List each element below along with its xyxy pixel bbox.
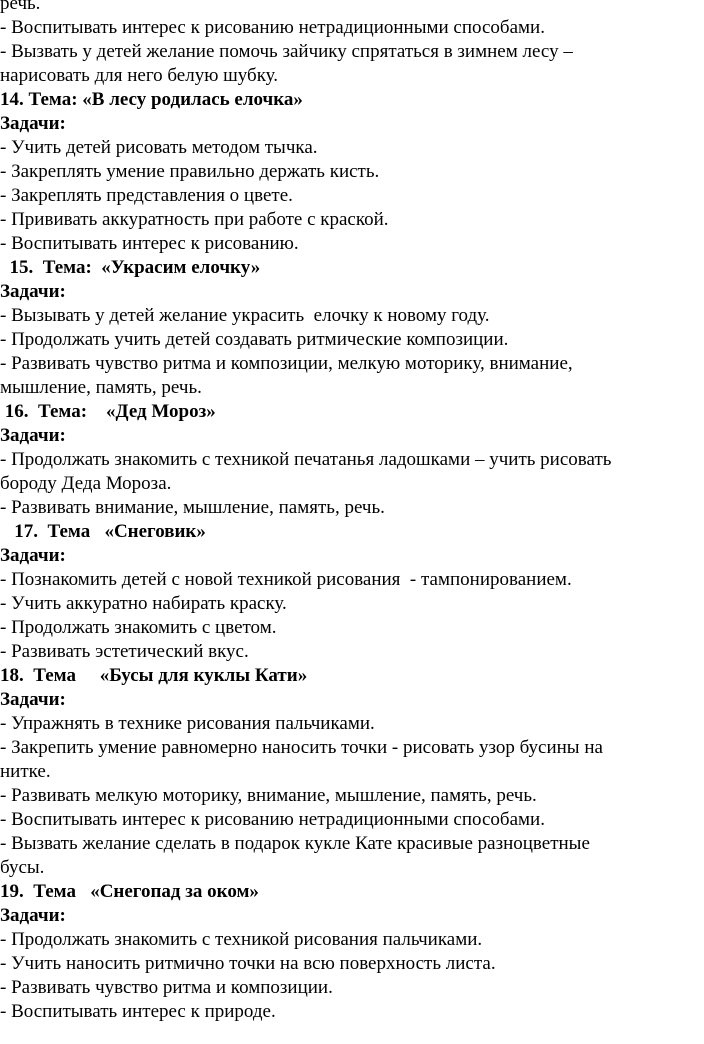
text-line: - Продолжать знакомить с техникой печатанья ладошками – учить рисовать [0, 449, 612, 470]
text-line: - Учить наносить ритмично точки на всю поверхность листа. [0, 953, 496, 974]
tasks-label: Задачи: [0, 545, 66, 566]
text-line: - Упражнять в технике рисования пальчиками. [0, 713, 375, 734]
text-line: - Вызывать у детей желание украсить елочку к новому году. [0, 305, 490, 326]
tasks-label: Задачи: [0, 689, 66, 710]
text-line: - Продолжать знакомить с техникой рисования пальчиками. [0, 929, 483, 950]
text-line: - Вызвать желание сделать в подарок кукле Кате красивые разноцветные [0, 833, 590, 854]
section-heading: 18. Тема «Бусы для куклы Кати» [0, 665, 308, 686]
text-line: - Развивать внимание, мышление, память, речь. [0, 497, 385, 518]
section-heading: 14. Тема: «В лесу родилась елочка» [0, 89, 303, 110]
text-line: нарисовать для него белую шубку. [0, 65, 279, 86]
text-line: - Развивать эстетический вкус. [0, 641, 249, 662]
text-line: - Закреплять умение правильно держать кисть. [0, 161, 380, 182]
section-heading: 15. Тема: «Украсим елочку» [0, 257, 261, 278]
text-line: - Развивать чувство ритма и композиции. [0, 977, 333, 998]
tasks-label: Задачи: [0, 905, 66, 926]
text-line: - Воспитывать интерес к рисованию нетрадиционными способами. [0, 809, 545, 830]
text-line: - Прививать аккуратность при работе с краской. [0, 209, 389, 230]
text-line: - Познакомить детей с новой техникой рисования - тампонированием. [0, 569, 572, 590]
text-line: нитке. [0, 761, 51, 782]
text-line: - Продолжать учить детей создавать ритмические композиции. [0, 329, 509, 350]
section-heading: 16. Тема: «Дед Мороз» [0, 401, 216, 422]
text-line: - Воспитывать интерес к рисованию. [0, 233, 299, 254]
tasks-label: Задачи: [0, 113, 66, 134]
text-line: речь. [0, 0, 41, 14]
text-line: - Закрепить умение равномерно наносить точки - рисовать узор бусины на [0, 737, 603, 758]
section-heading: 19. Тема «Снегопад за оком» [0, 881, 259, 902]
text-line: бусы. [0, 857, 45, 878]
text-line: - Воспитывать интерес к рисованию нетрадиционными способами. [0, 17, 545, 38]
text-line: бороду Деда Мороза. [0, 473, 172, 494]
section-heading: 17. Тема «Снеговик» [0, 521, 206, 542]
text-line: - Развивать чувство ритма и композиции, мелкую моторику, внимание, [0, 353, 573, 374]
text-line: - Закреплять представления о цвете. [0, 185, 293, 206]
text-line: - Развивать мелкую моторику, внимание, мышление, память, речь. [0, 785, 537, 806]
text-line: - Воспитывать интерес к природе. [0, 1001, 276, 1022]
tasks-label: Задачи: [0, 425, 66, 446]
text-line: - Продолжать знакомить с цветом. [0, 617, 277, 638]
tasks-label: Задачи: [0, 281, 66, 302]
text-line: - Вызвать у детей желание помочь зайчику спрятаться в зимнем лесу – [0, 41, 573, 62]
text-line: - Учить аккуратно набирать краску. [0, 593, 287, 614]
text-line: - Учить детей рисовать методом тычка. [0, 137, 318, 158]
text-line: мышление, память, речь. [0, 377, 202, 398]
